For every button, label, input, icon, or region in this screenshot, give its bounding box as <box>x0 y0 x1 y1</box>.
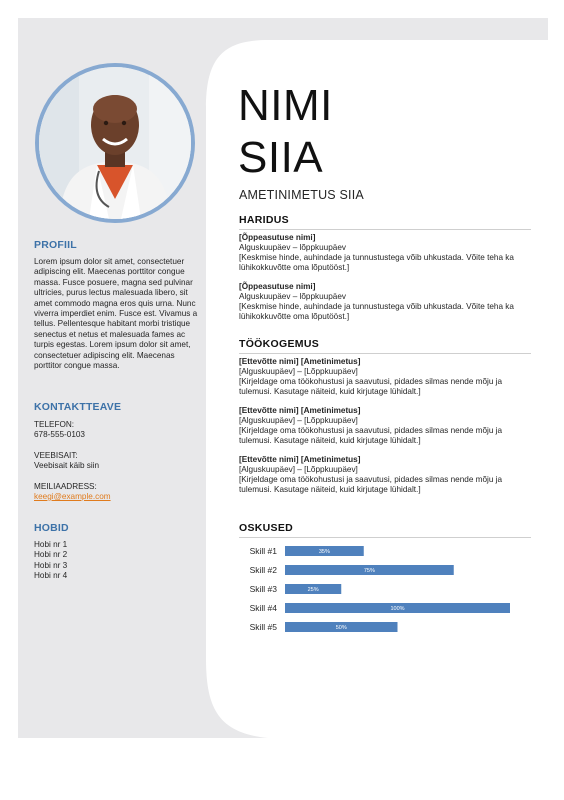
skill-label: Skill #3 <box>249 584 277 594</box>
company-role: [Ettevõtte nimi] [Ametinimetus] <box>239 455 361 464</box>
company-role: [Ettevõtte nimi] [Ametinimetus] <box>239 406 361 415</box>
skills-chart <box>239 540 531 640</box>
education-entry <box>239 233 531 273</box>
contact-title: KONTAKTTEAVE <box>34 401 122 413</box>
job-dates: [Alguskuupäev] – [Lõppkuupäev] <box>239 416 358 425</box>
hobby-item: Hobi nr 4 <box>34 571 68 581</box>
name-line-1: NIMI <box>238 81 333 130</box>
hobby-item: Hobi nr 3 <box>34 560 68 570</box>
skills-title: OSKUSED <box>239 522 531 538</box>
hobby-item: Hobi nr 2 <box>34 550 68 560</box>
job-dates: [Alguskuupäev] – [Lõppkuupäev] <box>239 465 358 474</box>
hobbies-title: HOBID <box>34 522 69 534</box>
skill-label: Skill #1 <box>249 546 277 556</box>
school-name: [Õppeasutuse nimi] <box>239 233 316 242</box>
phone-value: 678-555-0103 <box>34 430 85 440</box>
hobby-item: Hobi nr 1 <box>34 540 68 549</box>
job-description: [Kirjeldage oma töökohustusi ja saavutusi, pidades silmas nende mõju ja tulemusi. Kasutage näiteid, kuid kirjutage lühidalt.] <box>239 377 503 396</box>
company-role: [Ettevõtte nimi] [Ametinimetus] <box>239 357 361 366</box>
skill-value-label: 50% <box>335 625 347 631</box>
skill-value-label: 25% <box>307 587 319 593</box>
skills-section <box>239 522 531 541</box>
skill-value-label: 35% <box>318 549 330 555</box>
school-name: [Õppeasutuse nimi] <box>239 282 316 291</box>
experience-entry <box>239 406 531 446</box>
hobbies-section <box>34 522 204 582</box>
experience-entry <box>239 455 531 495</box>
education-entry <box>239 282 531 322</box>
education-section <box>239 214 531 331</box>
skill-label: Skill #4 <box>249 603 277 613</box>
school-dates: Alguskuupäev – lõppkuupäev <box>239 292 346 301</box>
profile-section <box>34 239 204 371</box>
job-description: [Kirjeldage oma töökohustusi ja saavutusi, pidades silmas nende mõju ja tulemusi. Kasutage näiteid, kuid kirjutage lühidalt.] <box>239 475 503 494</box>
job-description: [Kirjeldage oma töökohustusi ja saavutusi, pidades silmas nende mõju ja tulemusi. Kasutage näiteid, kuid kirjutage lühidalt.] <box>239 426 503 445</box>
experience-section <box>239 338 531 504</box>
school-dates: Alguskuupäev – lõppkuupäev <box>239 243 346 252</box>
job-title: AMETINIMETUS SIIA <box>239 188 364 202</box>
profile-text: Lorem ipsum dolor sit amet, consectetuer adipiscing elit. Maecenas porttitor congue massa. Fusce posuere, magna sed pulvinar ultricies, purus lectus malesuada libero, sit amet commodo magna eros quis urna. Nunc viverra imperdiet enim. Fusce est. Vivamus a tellus. Pellentesque habitant morbi tristique senectus et netus et malesuada fames ac turpis egestas. Lorem ipsum dolor sit amet, consectetuer adipiscing elit. Maecenas porttitor congue massa. <box>34 257 198 371</box>
school-description: [Keskmise hinde, auhindade ja tunnustustega võib uhkustada. Võite teha ka lühikokkuvõtte oma lõputööst.] <box>239 302 514 321</box>
education-title: HARIDUS <box>239 214 531 230</box>
contact-section <box>34 401 204 502</box>
website-label: VEEBISAIT: <box>34 450 78 460</box>
skill-label: Skill #5 <box>249 622 277 632</box>
experience-entry <box>239 357 531 397</box>
name-line-2: SIIA <box>238 133 324 182</box>
website-value: Veebisait käib siin <box>34 461 100 471</box>
email-link[interactable]: keegi@example.com <box>34 492 111 502</box>
skill-value-label: 100% <box>390 606 405 612</box>
experience-title: TÖÖKOGEMUS <box>239 338 531 354</box>
profile-photo <box>35 63 195 223</box>
school-description: [Keskmise hinde, auhindade ja tunnustustega võib uhkustada. Võite teha ka lühikokkuvõtte oma lõputööst.] <box>239 253 514 272</box>
skill-value-label: 75% <box>363 568 375 574</box>
skill-label: Skill #2 <box>249 565 277 575</box>
email-label: MEILIAADRESS: <box>34 481 97 491</box>
phone-label: TELEFON: <box>34 420 75 429</box>
profile-title: PROFIIL <box>34 239 77 251</box>
job-dates: [Alguskuupäev] – [Lõppkuupäev] <box>239 367 358 376</box>
